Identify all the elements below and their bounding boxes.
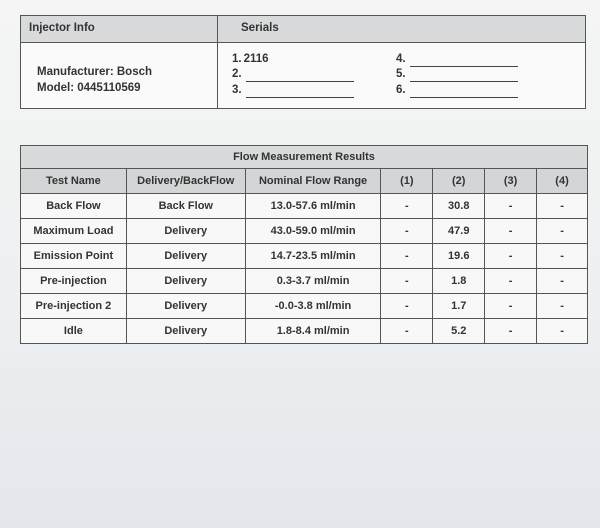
injector-info-header [21,16,585,43]
test-name-cell: Pre-injection [21,269,127,294]
measurement-4-cell: - [537,244,588,269]
test-name-cell: Pre-injection 2 [21,294,127,319]
table-row [21,219,588,244]
test-name-cell: Maximum Load [21,219,127,244]
column-header: Delivery/BackFlow [126,169,245,194]
measurement-4-cell: - [537,294,588,319]
serial-4 [396,53,526,67]
serial-number-label: 1. [232,53,242,65]
measurement-1-cell: - [381,319,433,344]
serial-number-label: 2. [232,68,242,80]
delivery-cell: Delivery [126,319,245,344]
measurement-3-cell: - [485,219,537,244]
column-header: (1) [381,169,433,194]
column-header: Nominal Flow Range [245,169,381,194]
manufacturer-text: Manufacturer: Bosch [37,66,153,78]
measurement-4-cell: - [537,319,588,344]
serial-blank-line [410,97,518,98]
serial-5 [396,68,526,82]
measurement-4-cell: - [537,269,588,294]
measurement-1-cell: - [381,194,433,219]
measurement-3-cell: - [485,269,537,294]
serial-6 [396,84,526,98]
test-name-cell: Emission Point [21,244,127,269]
table-row [21,244,588,269]
serials-heading: Serials [241,22,279,34]
table-row [21,269,588,294]
flow-results-table [20,145,588,344]
delivery-cell: Delivery [126,294,245,319]
column-header: (3) [485,169,537,194]
serial-number-label: 6. [396,84,406,96]
range-cell: 0.3-3.7 ml/min [245,269,381,294]
results-header-row [21,169,588,194]
info-divider [217,16,218,108]
delivery-cell: Delivery [126,219,245,244]
measurement-2-cell: 1.7 [433,294,485,319]
measurement-2-cell: 5.2 [433,319,485,344]
measurement-1-cell: - [381,269,433,294]
serial-2 [232,68,362,82]
results-title: Flow Measurement Results [21,146,588,169]
serial-3 [232,84,362,98]
delivery-cell: Delivery [126,244,245,269]
serial-number-label: 3. [232,84,242,96]
measurement-3-cell: - [485,294,537,319]
table-row [21,319,588,344]
range-cell: 1.8-8.4 ml/min [245,319,381,344]
model-text: Model: 0445110569 [37,82,141,94]
manufacturer-model-block [37,64,152,96]
range-cell: 13.0-57.6 ml/min [245,194,381,219]
serial-blank-line [410,66,518,67]
column-header: Test Name [21,169,127,194]
column-header: (4) [537,169,588,194]
range-cell: 14.7-23.5 ml/min [245,244,381,269]
measurement-1-cell: - [381,219,433,244]
serial-1 [232,53,362,67]
serial-blank-line [246,97,354,98]
measurement-4-cell: - [537,219,588,244]
injector-info-heading: Injector Info [29,22,95,34]
test-name-cell: Idle [21,319,127,344]
measurement-3-cell: - [485,319,537,344]
measurement-2-cell: 30.8 [433,194,485,219]
range-cell: 43.0-59.0 ml/min [245,219,381,244]
delivery-cell: Delivery [126,269,245,294]
measurement-1-cell: - [381,294,433,319]
serial-blank-line [246,81,354,82]
serial-number-label: 5. [396,68,406,80]
measurement-1-cell: - [381,244,433,269]
range-cell: -0.0-3.8 ml/min [245,294,381,319]
serial-number-label: 4. [396,53,406,65]
serial-value: 2116 [243,53,269,65]
table-row [21,194,588,219]
column-header: (2) [433,169,485,194]
measurement-4-cell: - [537,194,588,219]
measurement-3-cell: - [485,244,537,269]
measurement-2-cell: 19.6 [433,244,485,269]
serial-blank-line [410,81,518,82]
delivery-cell: Back Flow [126,194,245,219]
measurement-2-cell: 1.8 [433,269,485,294]
test-name-cell: Back Flow [21,194,127,219]
measurement-3-cell: - [485,194,537,219]
measurement-2-cell: 47.9 [433,219,485,244]
injector-info-box [20,15,586,109]
table-row [21,294,588,319]
